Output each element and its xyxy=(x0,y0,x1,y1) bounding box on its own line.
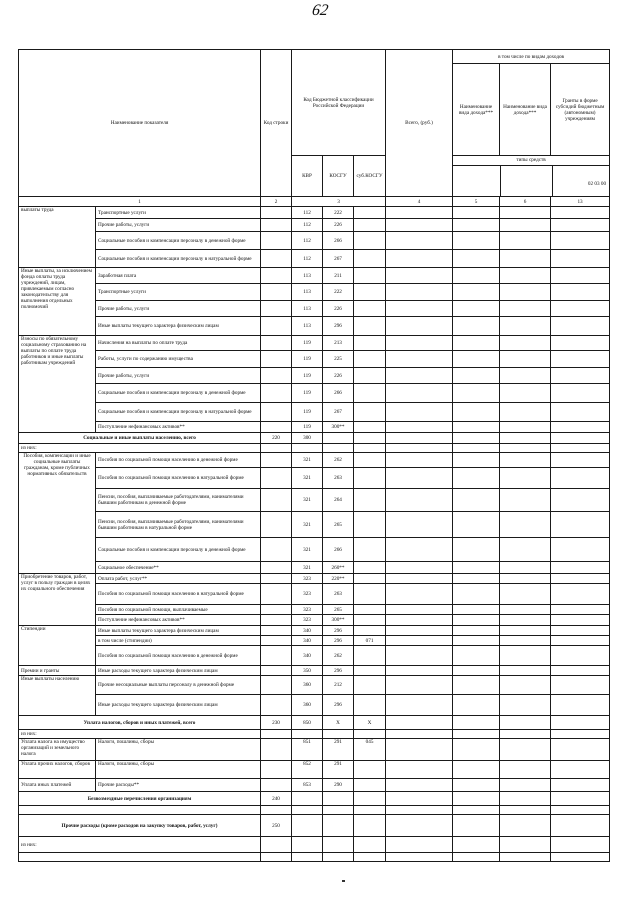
row-kosgu: 290 xyxy=(323,779,354,792)
colnum-1: 1 xyxy=(19,197,261,207)
header-funds-code: 02 03 00 xyxy=(587,181,607,187)
row-desc: Начисления на выплаты по оплате труда xyxy=(96,336,261,351)
header-name: Наименование показателя xyxy=(19,50,261,197)
row-kosgu: 267 xyxy=(323,403,354,422)
group-label: Иные выплаты, за исключением фонда оплаты труда учреждений, лицам, привлекаемым согласно законодательству для выполнения отдельных полномочий xyxy=(19,268,96,336)
colnum-5: 5 xyxy=(453,197,500,207)
row-desc: Иные расходы текущего характера физическим лицам xyxy=(96,695,261,716)
row-desc: Оплата работ, услуг** xyxy=(96,574,261,584)
group-label: Приобретение товаров, работ, услуг в пользу граждан в целях их социального обеспечения xyxy=(19,574,96,626)
row-kosgu: 265 xyxy=(323,605,354,615)
row-kosgu: 266 xyxy=(323,232,354,250)
row-desc: Социальные пособия и компенсации персоналу в денежной форме xyxy=(96,384,261,403)
summary-other-code: 250 xyxy=(261,815,292,837)
row-kosgu: 263 xyxy=(323,584,354,605)
row-sub xyxy=(354,468,386,489)
row-sub xyxy=(354,284,386,301)
row-sub xyxy=(354,453,386,468)
row-sub xyxy=(354,489,386,512)
row-sub xyxy=(354,615,386,626)
row-kvr: 852 xyxy=(292,761,323,779)
row-sub xyxy=(354,232,386,250)
row-desc: Прочие работы, услуги xyxy=(96,219,261,232)
row-sub xyxy=(354,761,386,779)
row-kosgu: 226 xyxy=(323,219,354,232)
row-kosgu: 296 xyxy=(323,626,354,636)
row-sub xyxy=(354,336,386,351)
row-kvr: 119 xyxy=(292,422,323,433)
row-kvr: 340 xyxy=(292,646,323,666)
row-kvr: 350 xyxy=(292,666,323,676)
row-kvr: 340 xyxy=(292,636,323,646)
row-sub xyxy=(354,301,386,317)
row-kvr: 321 xyxy=(292,512,323,538)
summary-taxes: Уплата налогов, сборов и иных платежей, всего xyxy=(19,716,261,730)
row-sub xyxy=(354,605,386,615)
row-sub xyxy=(354,538,386,562)
header-funds xyxy=(453,156,610,197)
row-sub xyxy=(354,646,386,666)
summary-taxes-x1: X xyxy=(323,716,354,730)
row-kvr: 112 xyxy=(292,250,323,268)
summary-taxes-code: 230 xyxy=(261,716,292,730)
row-kosgu: 296 xyxy=(323,695,354,716)
colnum-2: 2 xyxy=(261,197,292,207)
row-kosgu: 262 xyxy=(323,646,354,666)
row-desc: Работы, услуги по содержанию имущества xyxy=(96,351,261,368)
of-which-label: из них: xyxy=(19,444,261,453)
row-sub xyxy=(354,779,386,792)
row-kosgu: 296 xyxy=(323,666,354,676)
row-kosgu: 212 xyxy=(323,676,354,695)
row-desc: Пособия по социальной помощи населению в денежной форме xyxy=(96,453,261,468)
summary-taxes-x2: X xyxy=(354,716,386,730)
row-kvr: 851 xyxy=(292,739,323,761)
header-including: в том числе по видам доходов xyxy=(453,50,610,64)
plan-table xyxy=(18,49,610,862)
row-kvr: 113 xyxy=(292,317,323,336)
row-kvr: 113 xyxy=(292,284,323,301)
row-kvr: 112 xyxy=(292,232,323,250)
group-label: Уплата налога на имущество организаций и земельного налога xyxy=(19,739,96,761)
header-kvr: КВР xyxy=(292,156,323,197)
row-sub xyxy=(354,562,386,574)
row-desc: Пособия по социальной помощи населению в денежной форме xyxy=(96,646,261,666)
row-kvr: 112 xyxy=(292,207,323,219)
row-kosgu: 226 xyxy=(323,301,354,317)
row-desc: Иные выплаты текущего характера физическим лицам xyxy=(96,626,261,636)
row-kvr: 119 xyxy=(292,384,323,403)
colnum-3: 3 xyxy=(292,197,386,207)
row-sub xyxy=(354,626,386,636)
header-kbk: Код Бюджетной классификации Российской Федерации xyxy=(292,50,386,156)
row-kvr: 119 xyxy=(292,403,323,422)
row-kosgu: 265 xyxy=(323,512,354,538)
row-kvr: 323 xyxy=(292,584,323,605)
row-desc: Социальные пособия и компенсации персоналу в денежной форме xyxy=(96,538,261,562)
row-kvr: 119 xyxy=(292,368,323,384)
row-kosgu: 264 xyxy=(323,489,354,512)
row-sub xyxy=(354,384,386,403)
row-kosgu: 226 xyxy=(323,368,354,384)
row-sub xyxy=(354,403,386,422)
summary-transfers: Безвозмездные перечисления организациям xyxy=(19,792,261,806)
header-total: Всего, (руб.) xyxy=(386,50,453,197)
row-sub xyxy=(354,219,386,232)
row-sub xyxy=(354,512,386,538)
header-code-line: Код строки xyxy=(261,50,292,197)
colnum-13: 13 xyxy=(551,197,610,207)
summary-social-code: 220 xyxy=(261,433,292,444)
colnum-4: 4 xyxy=(386,197,453,207)
group-label: Уплата прочих налогов, сборов xyxy=(19,761,96,779)
header-income-2: Наименование вида дохода*** xyxy=(500,64,551,156)
row-kosgu: 296 xyxy=(323,317,354,336)
row-kvr: 340 xyxy=(292,626,323,636)
row-desc: Социальные пособия и компенсации персоналу в натуральной форме xyxy=(96,403,261,422)
row-desc: Прочие несоциальные выплаты персоналу в денежной форме xyxy=(96,676,261,695)
header-sub-kosgu: суб.КОСГУ xyxy=(354,156,386,197)
row-kvr: 112 xyxy=(292,219,323,232)
summary-social: Социальные и иные выплаты населению, всего xyxy=(19,433,261,444)
row-sub: 045 xyxy=(354,739,386,761)
row-kosgu: 300** xyxy=(323,615,354,626)
row-sub xyxy=(354,268,386,284)
group-label: Стипендии xyxy=(19,626,96,666)
row-kosgu: 300** xyxy=(323,422,354,433)
row-desc: Прочие работы, услуги xyxy=(96,368,261,384)
row-sub xyxy=(354,207,386,219)
row-kvr: 321 xyxy=(292,489,323,512)
colnum-6: 6 xyxy=(500,197,551,207)
row-sub xyxy=(354,666,386,676)
row-desc: Пособия по социальной помощи населению в натуральной форме xyxy=(96,468,261,489)
row-kosgu: 260** xyxy=(323,562,354,574)
row-desc: Поступление нефинансовых активов** xyxy=(96,422,261,433)
row-desc: Транспортные услуги xyxy=(96,284,261,301)
row-sub xyxy=(354,676,386,695)
row-kosgu: 266 xyxy=(323,384,354,403)
row-kvr: 323 xyxy=(292,605,323,615)
row-desc: в том числе (стипендии) xyxy=(96,636,261,646)
speck-mark xyxy=(342,880,345,882)
row-desc: Заработная плата xyxy=(96,268,261,284)
row-desc: Транспортные услуги xyxy=(96,207,261,219)
header-kosgu: КОСГУ xyxy=(323,156,354,197)
summary-transfers-code: 240 xyxy=(261,792,292,806)
row-kosgu: 225 xyxy=(323,351,354,368)
row-kvr: 321 xyxy=(292,562,323,574)
row-kosgu: 267 xyxy=(323,250,354,268)
row-kvr: 360 xyxy=(292,676,323,695)
group-label: Уплата иных платежей xyxy=(19,779,96,792)
page-number: 62 xyxy=(310,2,330,19)
group-label: Взносы по обязательному социальному страхованию на выплаты по оплате труда работников и иные выплаты работникам учреждений xyxy=(19,336,96,433)
row-sub xyxy=(354,422,386,433)
row-desc: Пенсии, пособия, выплачиваемые работодателями, нанимателями бывшим работникам в денежной форме xyxy=(96,489,261,512)
row-kvr: 321 xyxy=(292,453,323,468)
row-kosgu: 222 xyxy=(323,284,354,301)
summary-other: Прочие расходы (кроме расходов на закупку товаров, работ, услуг) xyxy=(19,815,261,837)
row-kvr: 360 xyxy=(292,695,323,716)
row-kvr: 321 xyxy=(292,468,323,489)
row-kosgu: 263 xyxy=(323,468,354,489)
row-kosgu: 266 xyxy=(323,538,354,562)
row-kosgu: 262 xyxy=(323,453,354,468)
row-kvr: 119 xyxy=(292,336,323,351)
row-kvr: 323 xyxy=(292,574,323,584)
row-desc: Иные выплаты текущего характера физическим лицам xyxy=(96,317,261,336)
group-label: Премии и гранты xyxy=(19,666,96,676)
row-sub xyxy=(354,250,386,268)
row-desc: Пособия по социальной помощи, выплачиваемые xyxy=(96,605,261,615)
of-which-label: из них: xyxy=(19,730,261,739)
row-sub xyxy=(354,574,386,584)
row-kosgu: 213 xyxy=(323,336,354,351)
row-kvr: 113 xyxy=(292,301,323,317)
row-kvr: 113 xyxy=(292,268,323,284)
row-sub: 071 xyxy=(354,636,386,646)
row-kvr: 119 xyxy=(292,351,323,368)
row-desc: Прочие расходы** xyxy=(96,779,261,792)
row-sub xyxy=(354,695,386,716)
row-desc: Социальное обеспечение** xyxy=(96,562,261,574)
row-kvr: 853 xyxy=(292,779,323,792)
group-label: Пособия, компенсации и иные социальные выплаты гражданам, кроме публичных нормативных обязательств xyxy=(19,453,96,574)
row-desc: Пенсии, пособия, выплачиваемые работодателями, нанимателями бывшим работникам в натуральной форме xyxy=(96,512,261,538)
row-kvr: 321 xyxy=(292,538,323,562)
summary-social-kvr: 300 xyxy=(292,433,323,444)
row-kosgu: 291 xyxy=(323,761,354,779)
group-label: выплаты труда xyxy=(19,207,96,268)
row-sub xyxy=(354,317,386,336)
row-kosgu: 220** xyxy=(323,574,354,584)
row-desc: Налоги, пошлины, сборы xyxy=(96,761,261,779)
row-sub xyxy=(354,584,386,605)
row-desc: Социальные пособия и компенсации персоналу в натуральной форме xyxy=(96,250,261,268)
header-funds-type: типы средств xyxy=(453,156,609,167)
row-kosgu: 222 xyxy=(323,207,354,219)
row-kosgu: 211 xyxy=(323,268,354,284)
row-desc: Пособия по социальной помощи населению в натуральной форме xyxy=(96,584,261,605)
group-label: Иные выплаты населению xyxy=(19,676,96,716)
row-kosgu: 296 xyxy=(323,636,354,646)
summary-taxes-kvr: 850 xyxy=(292,716,323,730)
row-desc: Налоги, пошлины, сборы xyxy=(96,739,261,761)
row-desc: Прочие работы, услуги xyxy=(96,301,261,317)
header-grants: Гранты в форме субсидий бюджетным (автономным) учреждениям xyxy=(551,64,610,156)
header-income-1: Наименование вида дохода*** xyxy=(453,64,500,156)
row-sub xyxy=(354,368,386,384)
row-kvr: 323 xyxy=(292,615,323,626)
row-desc: Иные расходы текущего характера физическим лицам xyxy=(96,666,261,676)
row-kosgu: 291 xyxy=(323,739,354,761)
of-which-label: из них: xyxy=(19,837,261,853)
row-sub xyxy=(354,351,386,368)
row-desc: Поступление нефинансовых активов** xyxy=(96,615,261,626)
row-desc: Социальные пособия и компенсации персоналу в денежной форме xyxy=(96,232,261,250)
